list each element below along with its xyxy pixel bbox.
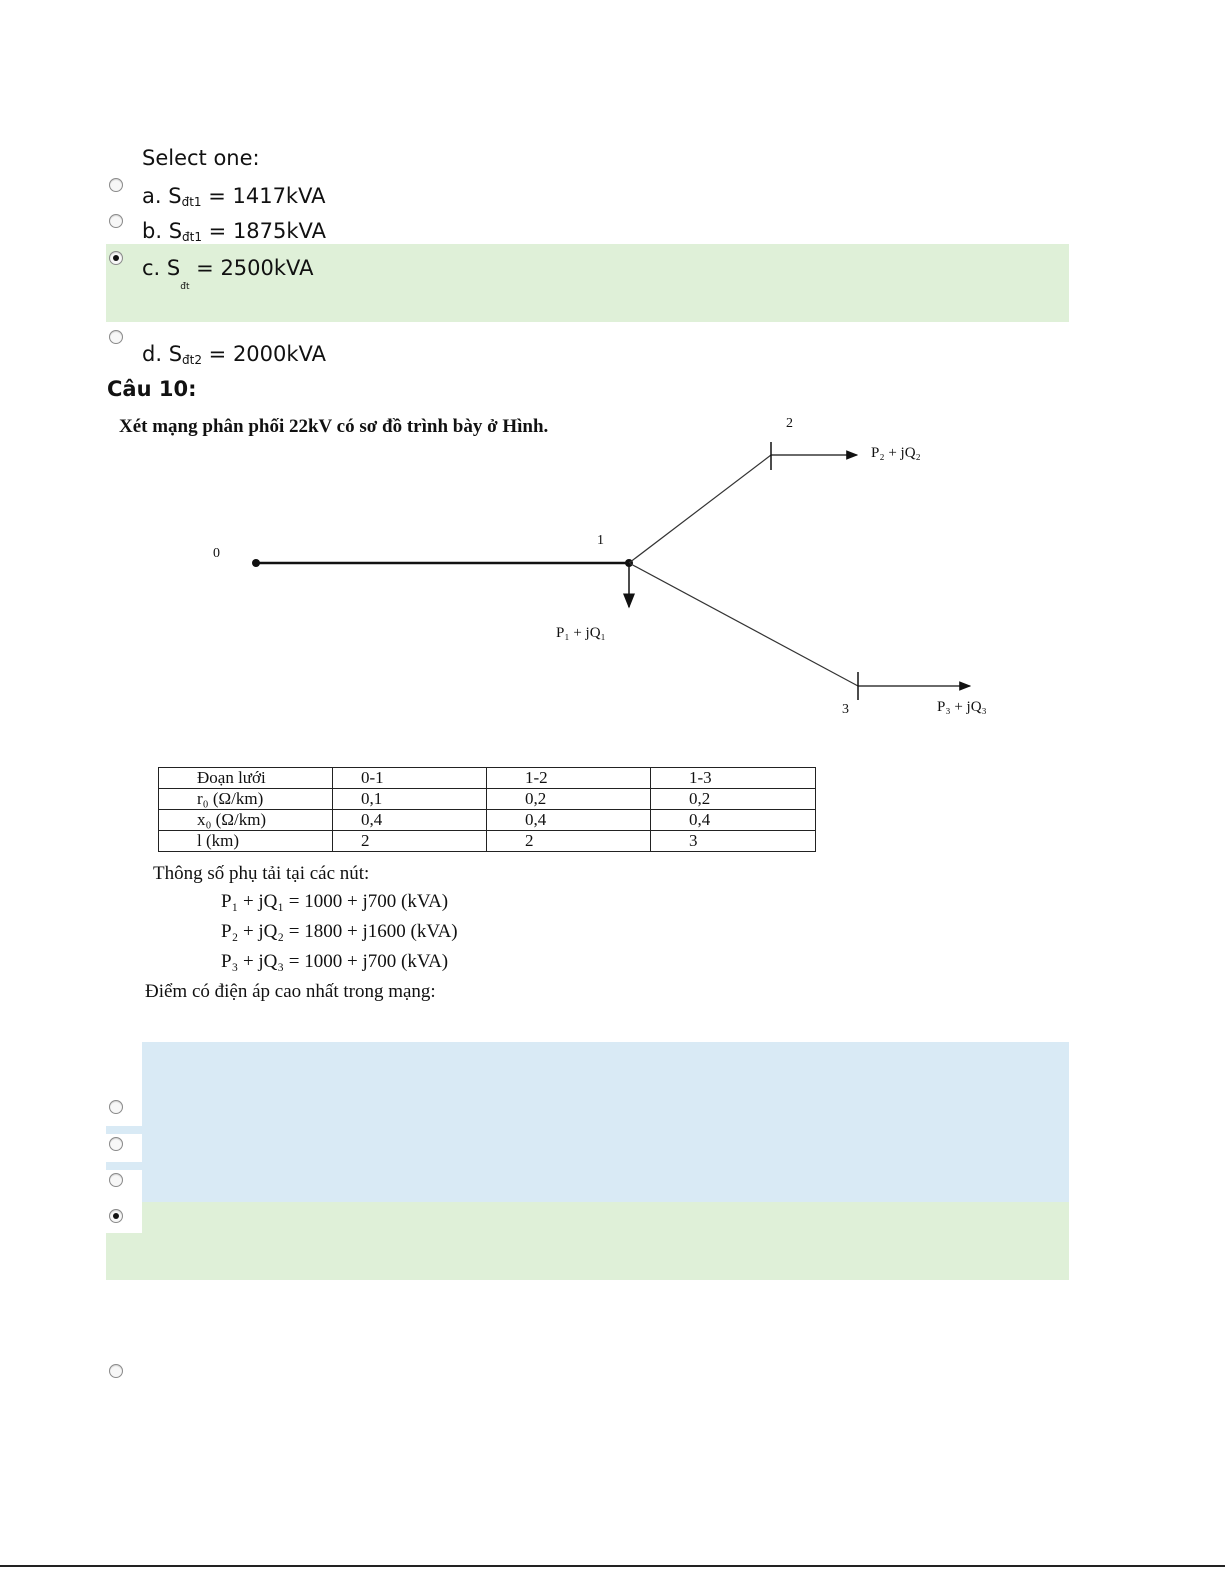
load-equation-3: P₃ + jQ₃ = 1000 + j700 (kVA) bbox=[221, 951, 449, 972]
radio-option-q10-c[interactable] bbox=[109, 1173, 123, 1187]
option-row-background bbox=[106, 1126, 142, 1134]
load-equation-1: P₁ + jQ₁ = 1000 + j700 (kVA) bbox=[221, 891, 449, 912]
radio-option-q10-a[interactable] bbox=[109, 1100, 123, 1114]
radio-option-q10-b[interactable] bbox=[109, 1137, 123, 1151]
table-row: r₀ (Ω/km) 0,1 0,2 0,2 bbox=[159, 789, 816, 810]
correct-answer-highlight-row bbox=[106, 1233, 142, 1280]
question-text: Điểm có điện áp cao nhất trong mạng: bbox=[145, 981, 436, 1002]
correct-answer-highlight bbox=[142, 1202, 1069, 1280]
network-diagram bbox=[0, 0, 1225, 760]
question-title: Câu 10: bbox=[107, 377, 197, 401]
select-one-prompt: Select one: bbox=[142, 146, 260, 170]
line-parameters-table bbox=[158, 767, 816, 852]
page-bottom-border bbox=[0, 1565, 1225, 1567]
load-2-label: P₂ + jQ₂ bbox=[871, 445, 921, 461]
table-row: x₀ (Ω/km) 0,4 0,4 0,4 bbox=[159, 810, 816, 831]
node-1-label: 1 bbox=[597, 533, 604, 548]
table-row: Đoạn lưới 0-1 1-2 1-3 bbox=[159, 768, 816, 789]
option-row-background bbox=[106, 1162, 142, 1170]
line-1-3 bbox=[629, 563, 858, 686]
radio-option-q10-d[interactable] bbox=[109, 1209, 123, 1223]
node-2-label: 2 bbox=[786, 416, 793, 431]
option-b-label[interactable]: b. $S_{đt1} = 1875kVA$ bbox=[142, 219, 326, 244]
problem-statement: Xét mạng phân phối 22kV có sơ đồ trình bày ở Hình. bbox=[119, 416, 549, 437]
node-0-dot bbox=[252, 559, 260, 567]
question-info-area bbox=[142, 1042, 1069, 1202]
load-equation-2: P₂ + jQ₂ = 1800 + j1600 (kVA) bbox=[221, 921, 458, 942]
node-3-label: 3 bbox=[842, 702, 849, 717]
table-row: l (km) 2 2 3 bbox=[159, 831, 816, 852]
load-1-label: P₁ + jQ₁ bbox=[556, 625, 606, 641]
node-0-label: 0 bbox=[213, 546, 220, 561]
radio-option-q10-e[interactable] bbox=[109, 1364, 123, 1378]
option-a-label[interactable]: a. $S_{đt1} = 1417kVA$ bbox=[142, 184, 326, 209]
option-d-label[interactable]: d. $S_{đt2} = 2000kVA$ bbox=[142, 342, 326, 367]
line-1-2 bbox=[629, 455, 771, 563]
option-c-label[interactable]: c. $S_{đt} = 2500kVA$ bbox=[142, 256, 314, 292]
load-3-label: P₃ + jQ₃ bbox=[937, 699, 987, 715]
loads-title: Thông số phụ tải tại các nút: bbox=[153, 863, 370, 884]
